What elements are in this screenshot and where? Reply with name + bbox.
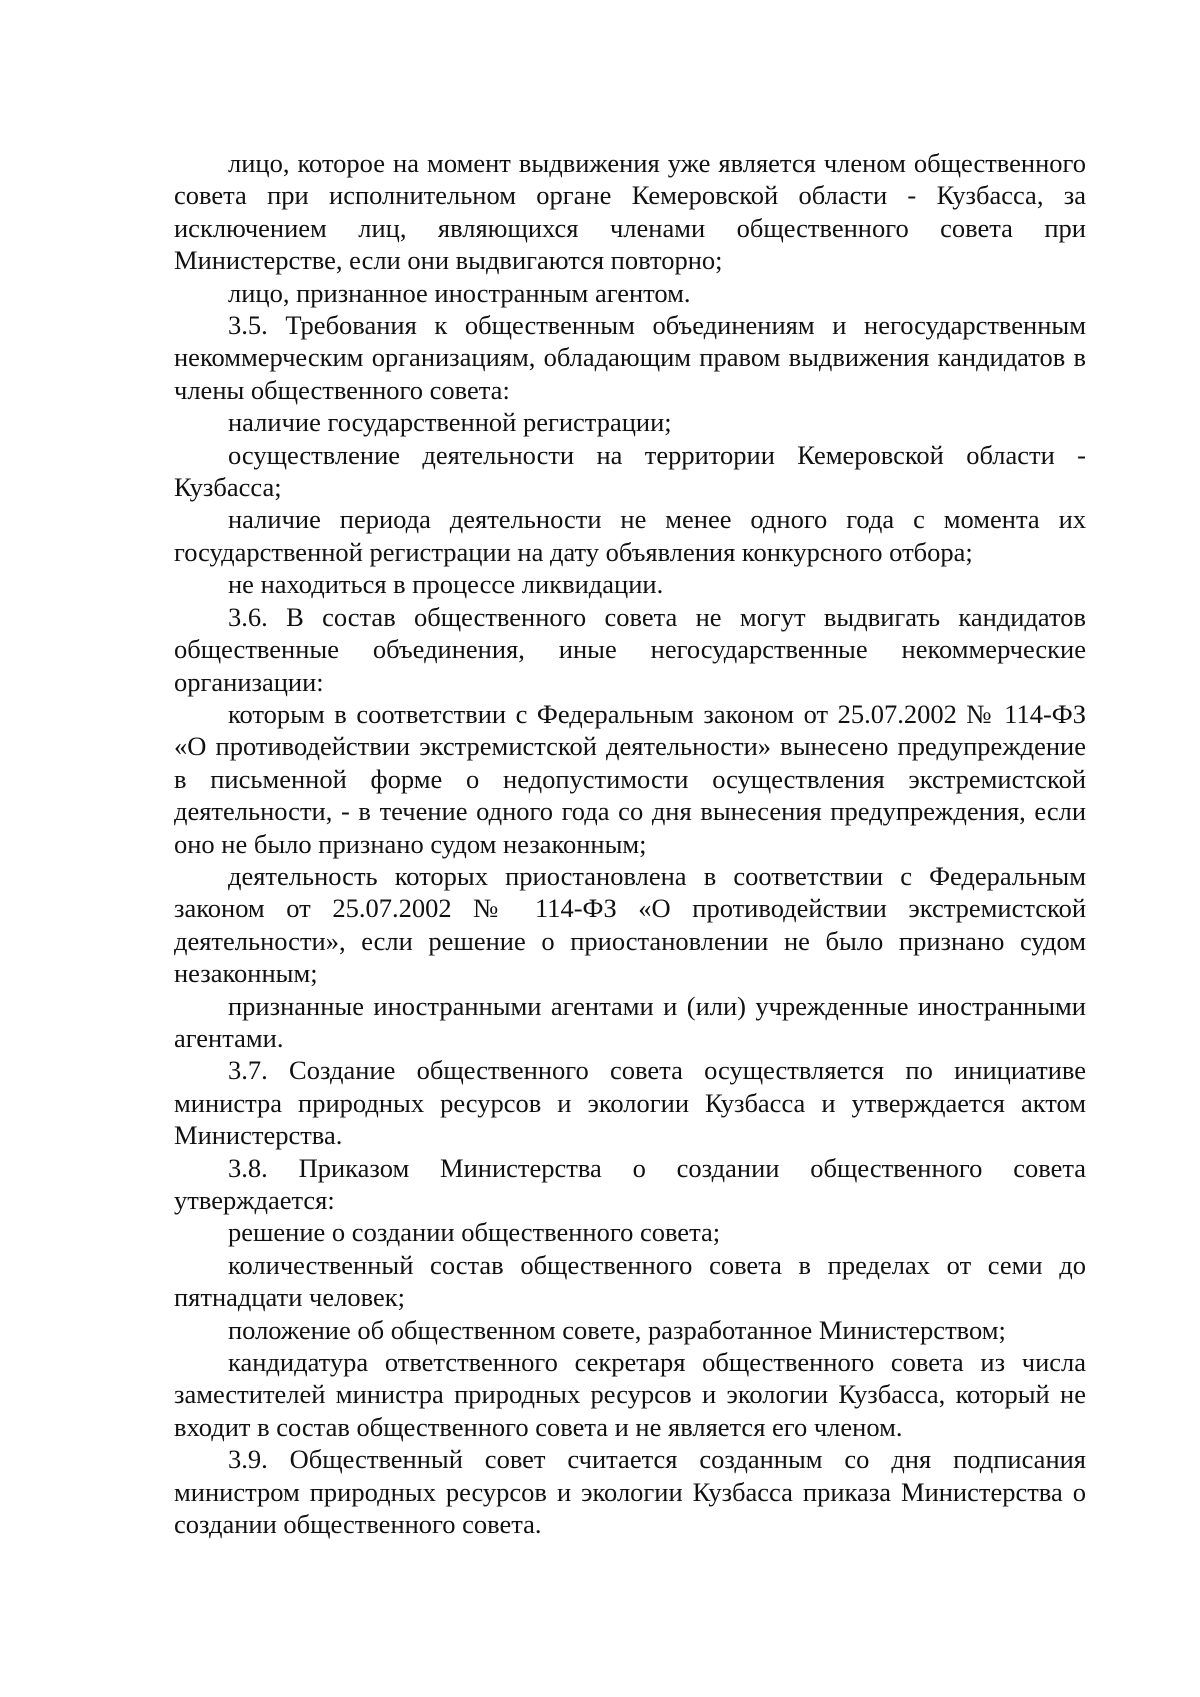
paragraph-liquidation: не находиться в процессе ликвидации.	[228, 569, 664, 600]
paragraph-3-8: 3.8. Приказом Министерства о создании общественного совета утверждается:	[174, 1152, 1086, 1215]
paragraph-extremism-warning: которым в соответствии с Федеральным законом от 25.07.2002 № 114-ФЗ «О противодействии экстремистской деятельности» вынесено предупреждение в письменной форме о недопустимости осуществления экстремистской деятельности, - в течение одного года со дня вынесения предупреждения, если оно не было признано судом незаконным;	[174, 698, 1086, 859]
paragraph-activity-period: наличие периода деятельности не менее одного года с момента их государственной регистрации на дату объявления конкурсного отбора;	[174, 504, 1086, 567]
paragraph-territory: осуществление деятельности на территории Кемеровской области - Кузбасса;	[174, 439, 1086, 503]
paragraph-secretary: кандидатура ответственного секретаря общественного совета из числа заместителей министра природных ресурсов и экологии Кузбасса, который не входит в состав общественного совета и не является его членом.	[174, 1347, 1086, 1442]
paragraph-regulation: положение об общественном совете, разработанное Министерством;	[228, 1314, 1006, 1345]
paragraph-registration: наличие государственной регистрации;	[228, 407, 672, 438]
paragraph-suspended-activity: деятельность которых приостановлена в соответствии с Федеральным законом от 25.07.2002 № 114-ФЗ «О противодействии экстремистской деятельности», если решение о приостановлении не было признано судом незаконным;	[174, 860, 1086, 989]
paragraph-3-5: 3.5. Требования к общественным объединениям и негосударственным некоммерческим организациям, обладающим правом выдвижения кандидатов в члены общественного совета:	[174, 310, 1086, 405]
document-body	[174, 147, 1086, 1540]
paragraph-foreign-agent: лицо, признанное иностранным агентом.	[228, 277, 691, 308]
paragraph-decision: решение о создании общественного совета;	[228, 1217, 721, 1248]
paragraph-foreign-agents: признанные иностранными агентами и (или) учрежденные иностранными агентами.	[174, 990, 1086, 1053]
paragraph-3-7: 3.7. Создание общественного совета осуществляется по инициативе министра природных ресурсов и экологии Кузбасса и утверждается актом Министерства.	[174, 1055, 1086, 1151]
paragraph-council-size: количественный состав общественного совета в пределах от семи до пятнадцати человек;	[174, 1249, 1086, 1313]
paragraph-member-restriction: лицо, которое на момент выдвижения уже является членом общественного совета при исполнительном органе Кемеровской области - Кузбасса, за исключением лиц, являющихся членами общественного совета при Министерстве, если они выдвигаются повторно;	[174, 148, 1086, 276]
paragraph-3-9: 3.9. Общественный совет считается созданным со дня подписания министром природных ресурсов и экологии Кузбасса приказа Министерства о создании общественного совета.	[174, 1444, 1086, 1540]
paragraph-3-6: 3.6. В состав общественного совета не могут выдвигать кандидатов общественные объединения, иные негосударственные некоммерческие организации:	[174, 601, 1086, 697]
